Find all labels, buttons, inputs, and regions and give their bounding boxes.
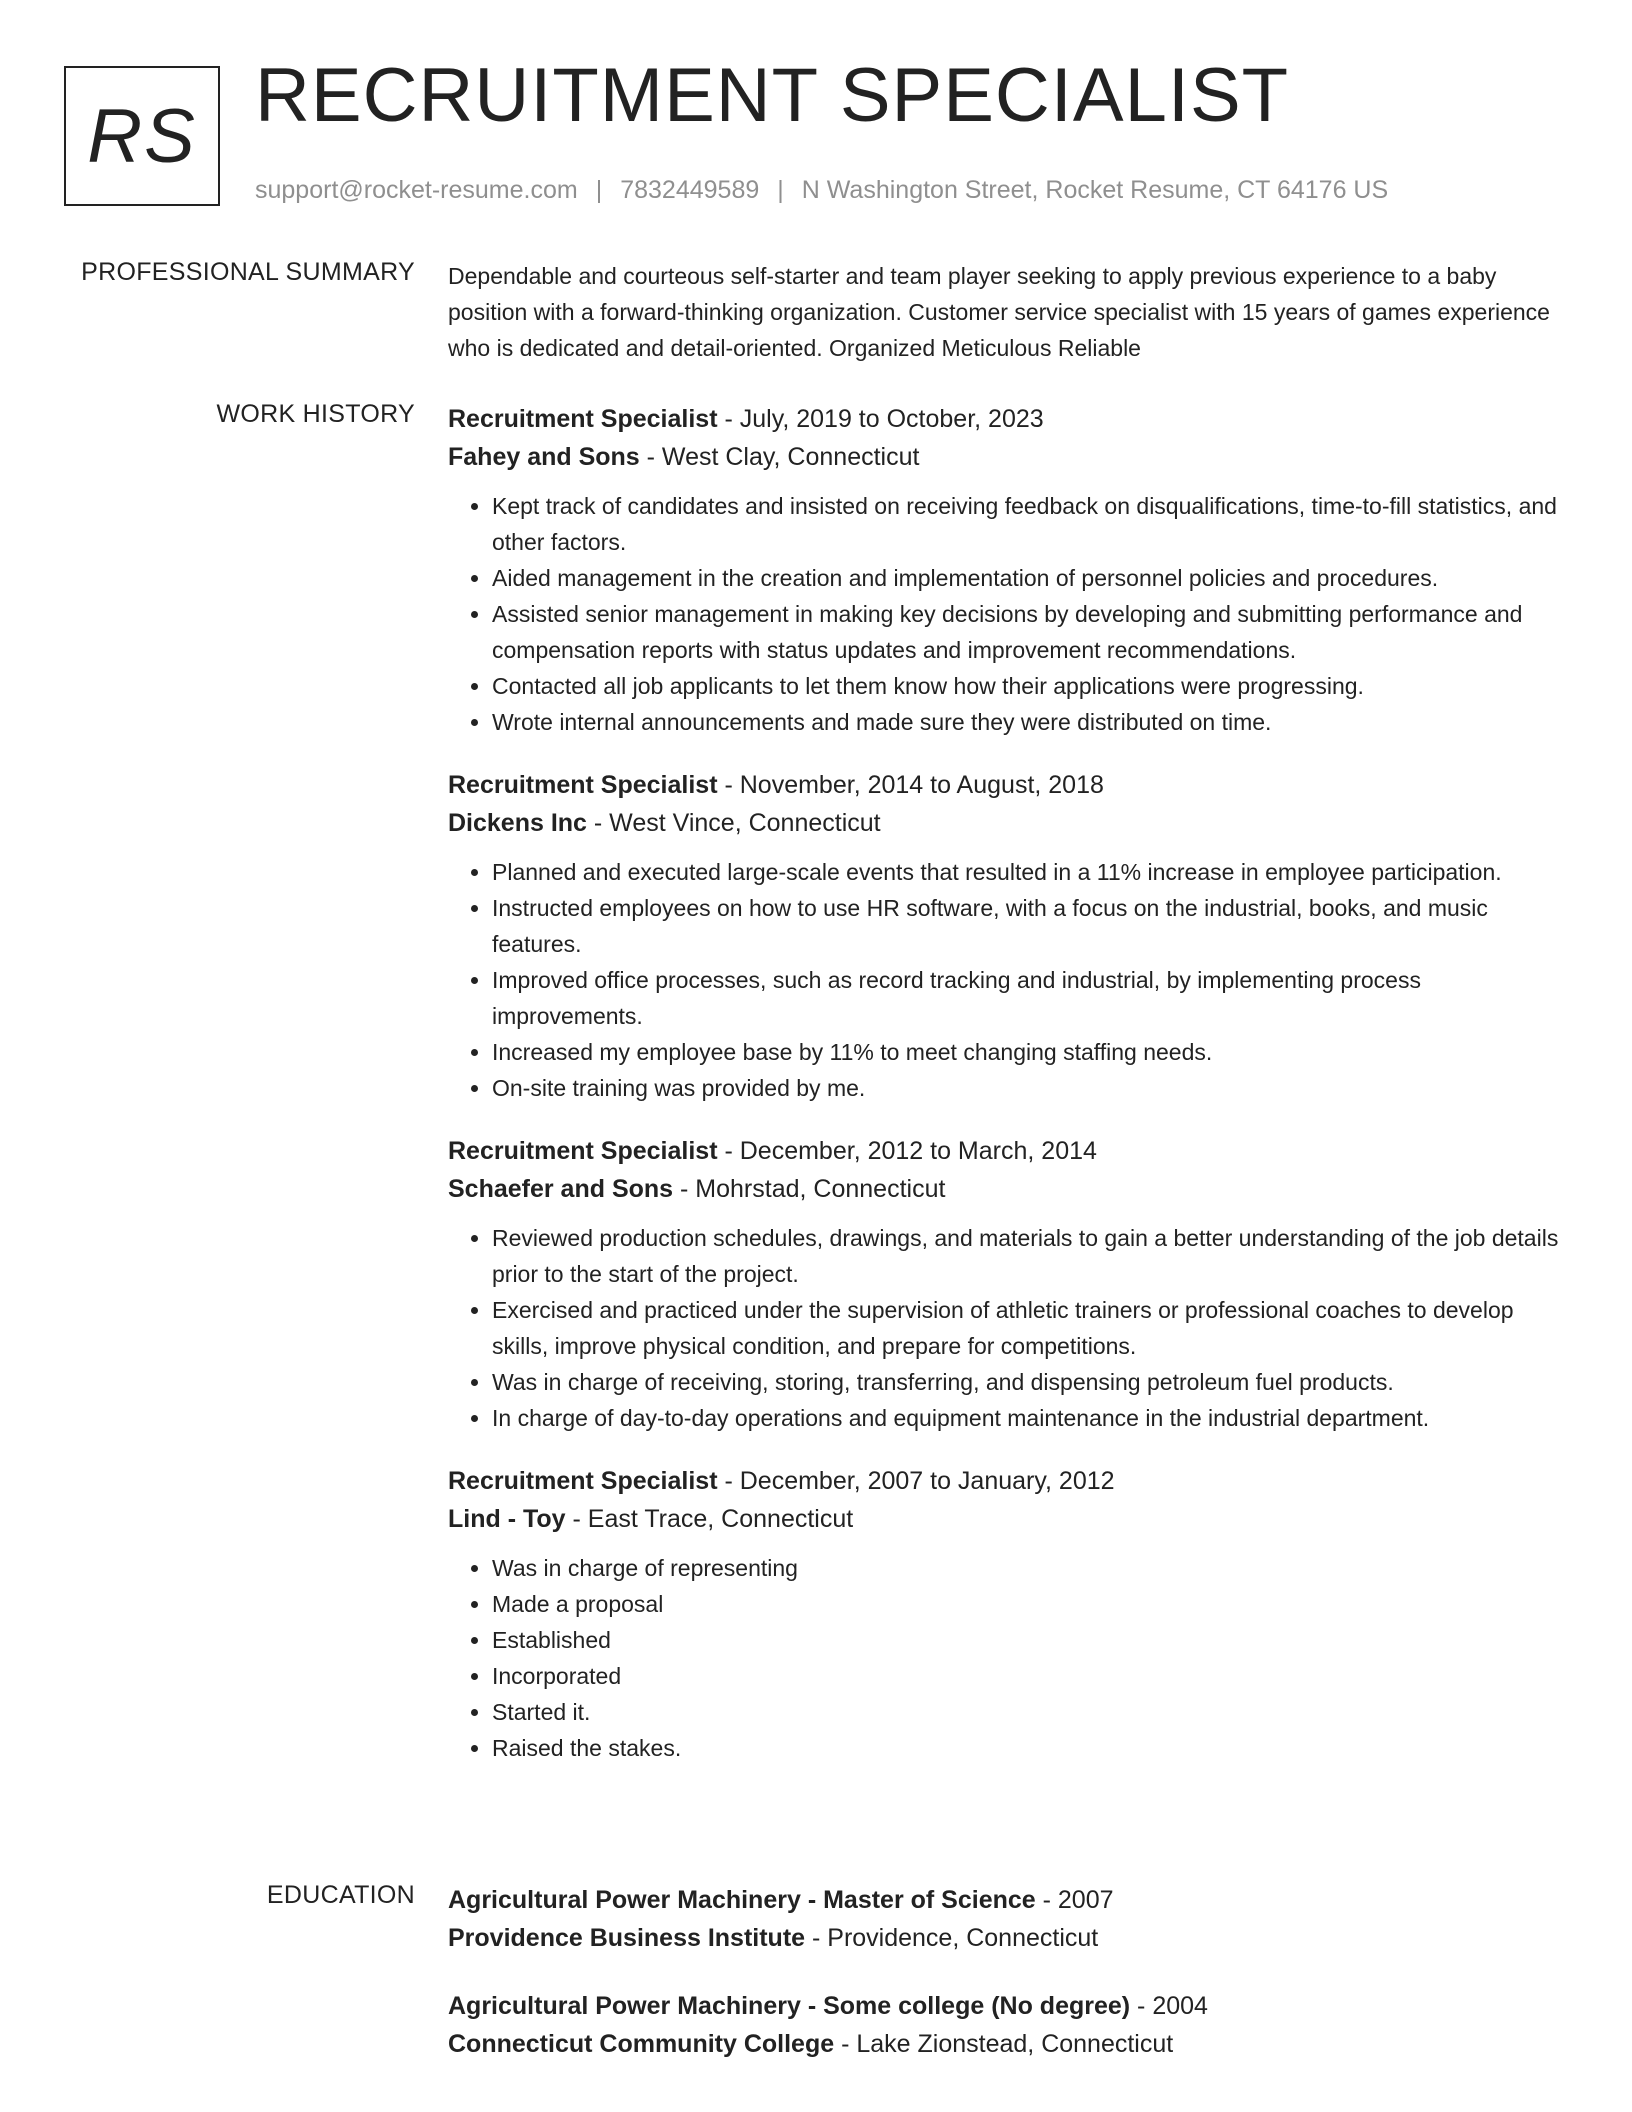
job-bullets (448, 1550, 1568, 1766)
job-location: - Mohrstad, Connecticut (673, 1175, 946, 1203)
job-company-line (448, 1170, 1568, 1208)
job-bullet: • Kept track of candidates and insisted on receiving feedback on disqualifications, time-to-fill statistics, and other factors. (492, 488, 1568, 560)
job-dates: - December, 2012 to March, 2014 (717, 1137, 1097, 1165)
summary-text: Dependable and courteous self-starter and team player seeking to apply previous experience to a baby position with a forward-thinking organization. Customer service specialist with 15 years of games experience who is dedicated and detail-oriented. Organized Meticulous Reliable (448, 263, 1550, 361)
job-bullet: • Contacted all job applicants to let them know how their applications were progressing. (492, 668, 1568, 704)
job-bullets (448, 854, 1568, 1106)
job-title: Recruitment Specialist (448, 1137, 718, 1165)
job-bullet: • In charge of day-to-day operations and equipment maintenance in the industrial department. (492, 1400, 1568, 1436)
monogram-initials: RS (87, 93, 197, 179)
job-bullet: • Made a proposal (492, 1586, 1568, 1622)
job-bullet: • Improved office processes, such as record tracking and industrial, by implementing process improvements. (492, 962, 1568, 1034)
education-school-line (448, 2025, 1568, 2063)
job-bullets (448, 488, 1568, 740)
education-degree-line (448, 1881, 1568, 1919)
education-location: - Lake Zionstead, Connecticut (834, 2030, 1174, 2058)
job-title: Recruitment Specialist (448, 771, 718, 799)
job-bullet: • Incorporated (492, 1658, 1568, 1694)
job-company: Schaefer and Sons (448, 1175, 674, 1203)
job-location: - West Clay, Connecticut (639, 443, 920, 471)
job-bullet: • Reviewed production schedules, drawings, and materials to gain a better understanding of the job details prior to the start of the project. (492, 1220, 1568, 1292)
job-company: Fahey and Sons (448, 443, 640, 471)
job-title-line (448, 766, 1568, 804)
job-company: Dickens Inc (448, 809, 587, 837)
job-entry (448, 766, 1568, 1106)
resume-title: RECRUITMENT SPECIALIST (255, 53, 1290, 138)
contact-phone: 7832449589 (620, 176, 760, 204)
job-title-line (448, 1462, 1568, 1500)
job-title-line (448, 400, 1568, 438)
education-degree: Agricultural Power Machinery - Master of Science (448, 1886, 1036, 1914)
job-title: Recruitment Specialist (448, 405, 718, 433)
education-degree: Agricultural Power Machinery - Some college (No degree) (448, 1992, 1131, 2020)
job-bullets (448, 1220, 1568, 1436)
job-bullet: • Started it. (492, 1694, 1568, 1730)
education-year: - 2004 (1130, 1992, 1208, 2020)
education-school: Connecticut Community College (448, 2030, 835, 2058)
education-location: - Providence, Connecticut (805, 1924, 1099, 1952)
section-label-work-history: WORK HISTORY (216, 400, 415, 428)
monogram-box (64, 66, 220, 206)
job-title-line (448, 1132, 1568, 1170)
job-dates: - December, 2007 to January, 2012 (717, 1467, 1115, 1495)
job-company-line (448, 1500, 1568, 1538)
job-bullet: • Exercised and practiced under the supervision of athletic trainers or professional coaches to develop skills, improve physical condition, and prepare for competitions. (492, 1292, 1568, 1364)
contact-separator: | (595, 176, 603, 204)
job-entry (448, 400, 1568, 740)
job-title: Recruitment Specialist (448, 1467, 718, 1495)
job-bullet: • Wrote internal announcements and made sure they were distributed on time. (492, 704, 1568, 740)
contact-email: support@rocket-resume.com (255, 176, 578, 204)
contact-address: N Washington Street, Rocket Resume, CT 64176 US (801, 176, 1389, 204)
section-label-summary: PROFESSIONAL SUMMARY (81, 258, 415, 286)
contact-separator: | (777, 176, 784, 204)
work-history-list (448, 400, 1568, 1792)
job-bullet: • Aided management in the creation and implementation of personnel policies and procedures. (492, 560, 1568, 596)
education-degree-line (448, 1987, 1568, 2025)
education-list (448, 1881, 1568, 2093)
education-school: Providence Business Institute (448, 1924, 806, 1952)
job-entry (448, 1462, 1568, 1766)
job-bullet: • Instructed employees on how to use HR software, with a focus on the industrial, books, and music features. (492, 890, 1568, 962)
job-company-line (448, 804, 1568, 842)
education-year: - 2007 (1035, 1886, 1114, 1914)
education-entry (448, 1881, 1568, 1957)
job-bullet: • On-site training was provided by me. (492, 1070, 1568, 1106)
job-location: - East Trace, Connecticut (565, 1505, 854, 1533)
job-bullet: • Raised the stakes. (492, 1730, 1568, 1766)
section-label-education: EDUCATION (266, 1881, 415, 1909)
job-dates: - July, 2019 to October, 2023 (717, 405, 1044, 433)
job-bullet: • Planned and executed large-scale events that resulted in a 11% increase in employee participation. (492, 854, 1568, 890)
job-entry (448, 1132, 1568, 1436)
job-company: Lind - Toy (448, 1505, 566, 1533)
job-bullet: • Increased my employee base by 11% to meet changing staffing needs. (492, 1034, 1568, 1070)
education-school-line (448, 1919, 1568, 1957)
job-bullet: • Established (492, 1622, 1568, 1658)
education-entry (448, 1987, 1568, 2063)
contact-line (255, 176, 1388, 205)
job-dates: - November, 2014 to August, 2018 (717, 771, 1104, 799)
job-bullet: • Was in charge of receiving, storing, transferring, and dispensing petroleum fuel products. (492, 1364, 1568, 1400)
job-bullet: • Was in charge of representing (492, 1550, 1568, 1586)
job-company-line (448, 438, 1568, 476)
job-bullet: • Assisted senior management in making key decisions by developing and submitting performance and compensation reports with status updates and improvement recommendations. (492, 596, 1568, 668)
job-location: - West Vince, Connecticut (586, 809, 881, 837)
